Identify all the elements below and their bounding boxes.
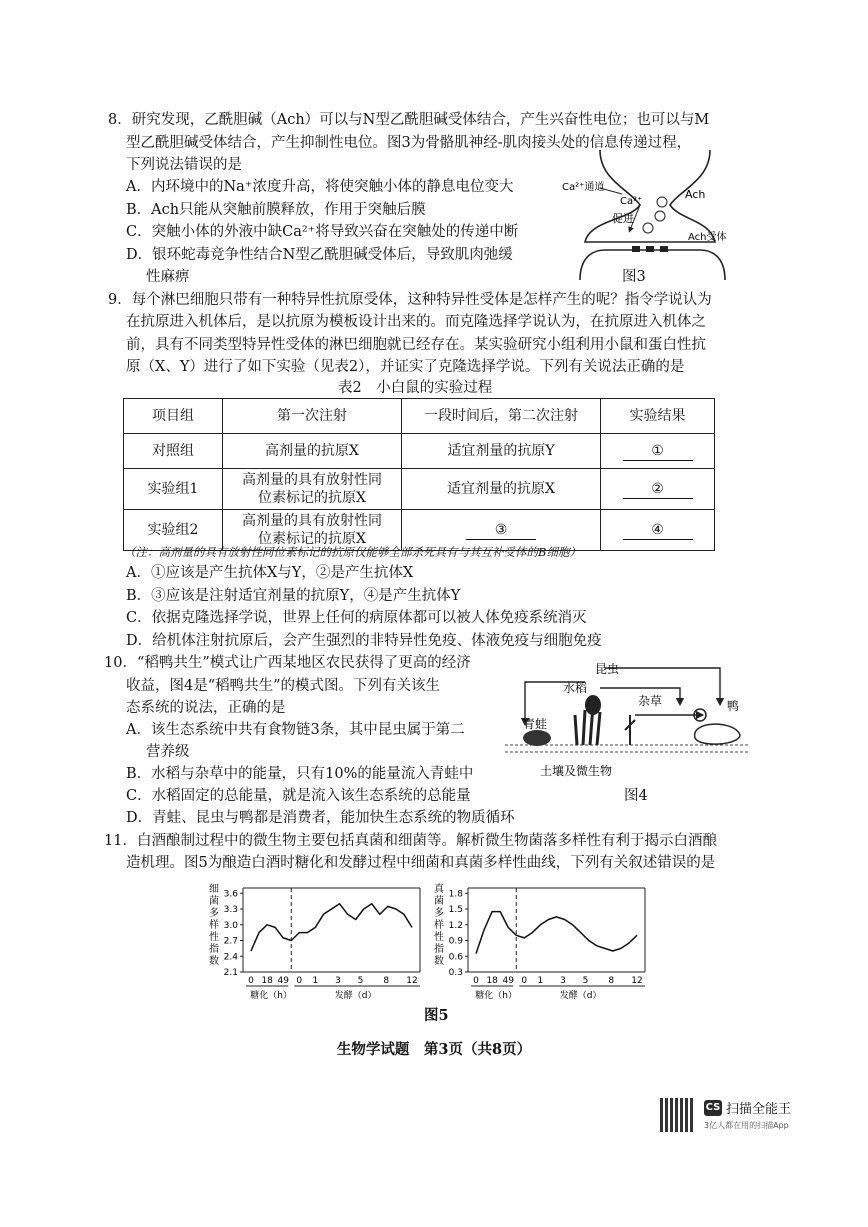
y-axis-label-char: 菌 xyxy=(209,896,219,907)
q10-line3: 态系统的说法，正确的是 xyxy=(126,700,286,716)
x-group-label: 发酵（d） xyxy=(559,991,602,1001)
x-tick-label: 18 xyxy=(261,976,273,986)
y-tick-label: 0.9 xyxy=(448,936,463,947)
experiment-table xyxy=(123,398,715,551)
answer-blank-1: ① xyxy=(623,442,693,461)
figure-3-synapse xyxy=(560,150,740,285)
x-tick-label: 1 xyxy=(312,976,319,986)
table-cell xyxy=(223,469,402,510)
table-cell: 对照组 xyxy=(124,434,223,469)
x-tick-label: 18 xyxy=(486,976,498,986)
y-axis-label-char: 多 xyxy=(434,908,444,919)
q9-option-c: C．依据克隆选择学说，世界上任何的病原体都可以被人体免疫系统消灭 xyxy=(126,610,587,626)
q10-option-d: D．青蛙、昆虫与鸭都是消费者，能加快生态系统的物质循环 xyxy=(126,810,515,826)
q10-line1: 10．“稻鸭共生”模式让广西某地区农民获得了更高的经济 xyxy=(104,655,471,671)
y-tick-label: 3.3 xyxy=(223,905,238,915)
fig4-label-weed: 杂草 xyxy=(638,694,663,708)
figure-4-ecosystem xyxy=(505,660,755,785)
y-axis-label-char: 样 xyxy=(434,920,444,931)
fig3-label-promote: 促进 xyxy=(612,212,634,225)
x-tick-label: 0 xyxy=(296,976,303,986)
scanner-watermark xyxy=(660,1098,800,1134)
cs-logo-icon: CS xyxy=(704,1100,722,1116)
fig4-label-frog: 青蛙 xyxy=(523,717,548,731)
y-tick-label: 0.6 xyxy=(448,952,463,963)
y-axis-label-char: 数 xyxy=(209,956,219,967)
chart-fungi-diversity xyxy=(430,880,655,1005)
answer-blank-2: ② xyxy=(623,480,693,499)
fig3-caption: 图3 xyxy=(622,269,646,285)
x-tick-label: 8 xyxy=(383,976,390,986)
cell-line: 位素标记的抗原X xyxy=(258,531,366,547)
table-header: 第一次注射 xyxy=(223,399,402,434)
y-tick-label: 0.3 xyxy=(448,968,463,978)
fig4-label-insect: 昆虫 xyxy=(595,662,620,676)
y-tick-label: 1.5 xyxy=(448,905,463,915)
q8-option-a: A．内环境中的Na⁺浓度升高，将使突触小体的静息电位变大 xyxy=(126,179,514,195)
y-tick-label: 3.0 xyxy=(223,920,238,931)
q10-option-a-cont: 营养级 xyxy=(146,744,190,760)
table-cell: 适宜剂量的抗原X xyxy=(402,469,601,510)
q10-line2: 收益，图4是“稻鸭共生”的模式图。下列有关该生 xyxy=(126,678,441,694)
q9-line2: 在抗原进入机体后，是以抗原为模板设计出来的。而克隆选择学说认为，在抗原进入机体之 xyxy=(126,314,706,330)
y-tick-label: 2.4 xyxy=(223,952,238,963)
fig4-label-rice: 水稻 xyxy=(563,681,588,695)
y-axis-label-char: 样 xyxy=(209,920,219,931)
scanner-slogan: 3亿人都在用的扫描App xyxy=(704,1121,789,1130)
y-axis-label-char: 真 xyxy=(434,884,444,895)
table-header: 实验结果 xyxy=(601,399,715,434)
scanner-name: 扫描全能王 xyxy=(726,1102,792,1117)
q10-option-a: A．该生态系统中共有食物链3条，其中昆虫属于第二 xyxy=(126,722,465,738)
fig3-label-ach: Ach xyxy=(685,188,706,201)
q11-line2: 造机理。图5为酿造白酒时糖化和发酵过程中细菌和真菌多样性曲线，下列有关叙述错误的是 xyxy=(126,855,716,871)
x-tick-label: 0 xyxy=(521,976,528,986)
qr-code-icon xyxy=(660,1098,694,1132)
y-axis-label-char: 数 xyxy=(434,956,444,967)
y-axis-label-char: 性 xyxy=(434,932,444,943)
table-note: （注：高剂量的具有放射性同位素标记的抗原仅能够全部杀死具有与其互补受体的B细胞） xyxy=(124,545,581,559)
table-cell xyxy=(601,469,715,510)
page-footer: 生物学试题 第3页（共8页） xyxy=(336,1041,532,1058)
fig3-label-ach-receptor: Ach受体 xyxy=(688,232,727,243)
table-row xyxy=(124,434,715,469)
q8-option-d-cont: 性麻痹 xyxy=(146,269,190,285)
x-group-label: 发酵（d） xyxy=(334,991,377,1001)
table-header: 项目组 xyxy=(124,399,223,434)
q9-option-a: A．①应该是产生抗体X与Y，②是产生抗体X xyxy=(126,565,414,581)
x-tick-label: 0 xyxy=(473,976,479,986)
x-tick-label: 5 xyxy=(357,976,364,986)
q8-line3: 下列说法错误的是 xyxy=(126,157,242,173)
table-cell: 实验组2 xyxy=(124,510,223,551)
y-tick-label: 2.7 xyxy=(223,936,238,947)
y-tick-label: 1.2 xyxy=(448,920,463,931)
q8-option-b: B．Ach只能从突触前膜释放，作用于突触后膜 xyxy=(126,202,426,218)
y-axis-label-char: 指 xyxy=(434,944,444,955)
q9-line1: 9．每个淋巴细胞只带有一种特异性抗原受体，这种特异性受体是怎样产生的呢？指令学说认为 xyxy=(108,292,712,308)
fig3-label-ca: Ca²⁺ xyxy=(620,196,643,207)
y-tick-label: 2.1 xyxy=(223,968,238,978)
q8-line1: 8．研究发现，乙酰胆碱（Ach）可以与N型乙酰胆碱受体结合，产生兴奋性电位；也可以与M xyxy=(108,112,710,128)
y-axis-label-char: 细 xyxy=(209,884,219,895)
x-tick-label: 49 xyxy=(502,976,514,986)
fig4-label-soil: 土壤及微生物 xyxy=(540,764,613,778)
answer-blank-3: ③ xyxy=(466,521,536,540)
y-tick-label: 1.8 xyxy=(448,889,463,900)
x-tick-label: 12 xyxy=(631,976,643,986)
x-group-label: 糖化（h） xyxy=(475,991,517,1001)
cell-line: 位素标记的抗原X xyxy=(258,490,366,506)
y-axis-label-char: 指 xyxy=(209,944,219,955)
x-tick-label: 8 xyxy=(608,976,615,986)
y-axis-label-char: 性 xyxy=(209,932,219,943)
x-tick-label: 0 xyxy=(248,976,254,986)
q9-option-b: B．③应该是注射适宜剂量的抗原Y，④是产生抗体Y xyxy=(126,588,461,604)
cell-line: 高剂量的具有放射性同 xyxy=(242,472,382,488)
x-tick-label: 3 xyxy=(560,976,566,986)
table-cell: 高剂量的抗原X xyxy=(223,434,402,469)
table-cell xyxy=(601,510,715,551)
answer-blank-4: ④ xyxy=(623,521,693,540)
y-axis-label-char: 菌 xyxy=(434,896,444,907)
q10-option-b: B．水稻与杂草中的能量，只有10%的能量流入青蛙中 xyxy=(126,766,474,782)
fig4-label-duck: 鸭 xyxy=(727,699,740,713)
fig5-caption: 图5 xyxy=(424,1007,449,1024)
table-header: 一段时间后，第二次注射 xyxy=(402,399,601,434)
cell-line: 高剂量的具有放射性同 xyxy=(242,513,382,529)
table-row xyxy=(124,469,715,510)
q8-option-d: D．银环蛇毒竞争性结合N型乙酰胆碱受体后，导致肌肉弛缓 xyxy=(126,247,513,263)
table-cell: 实验组1 xyxy=(124,469,223,510)
q8-line2: 型乙酰胆碱受体结合，产生抑制性电位。图3为骨骼肌神经-肌肉接头处的信息传递过程， xyxy=(126,135,692,151)
y-axis-label-char: 多 xyxy=(209,908,219,919)
fig3-label-ca-channel: Ca²⁺通道 xyxy=(562,182,605,193)
q9-line4: 原（X、Y）进行了如下实验（见表2），并证实了克隆选择学说。下列有关说法正确的是 xyxy=(126,359,685,375)
chart-bacteria-diversity xyxy=(205,880,430,1005)
x-tick-label: 49 xyxy=(277,976,289,986)
series-line-真菌 xyxy=(476,912,637,954)
x-tick-label: 1 xyxy=(537,976,544,986)
q8-option-c: C．突触小体的外液中缺Ca²⁺将导致兴奋在突触处的传递中断 xyxy=(126,224,519,240)
y-tick-label: 3.6 xyxy=(223,889,238,900)
series-line-细菌 xyxy=(251,904,412,951)
q9-option-d: D．给机体注射抗原后，会产生强烈的非特异性免疫、体液免疫与细胞免疫 xyxy=(126,633,602,649)
q11-line1: 11．白酒酿制过程中的微生物主要包括真菌和细菌等。解析微生物菌落多样性有利于揭示白酒酿 xyxy=(104,833,717,849)
table2-title: 表2 小白鼠的实验过程 xyxy=(338,380,493,396)
x-group-label: 糖化（h） xyxy=(250,991,292,1001)
table-cell: 适宜剂量的抗原Y xyxy=(402,434,601,469)
x-tick-label: 5 xyxy=(582,976,589,986)
x-tick-label: 3 xyxy=(335,976,341,986)
q10-option-c: C．水稻固定的总能量，就是流入该生态系统的总能量 xyxy=(126,788,471,804)
x-tick-label: 12 xyxy=(406,976,418,986)
fig4-caption: 图4 xyxy=(624,788,648,804)
table-cell xyxy=(601,434,715,469)
q9-line3: 前，具有不同类型特异性受体的淋巴细胞就已经存在。某实验研究小组利用小鼠和蛋白性抗 xyxy=(126,337,706,353)
